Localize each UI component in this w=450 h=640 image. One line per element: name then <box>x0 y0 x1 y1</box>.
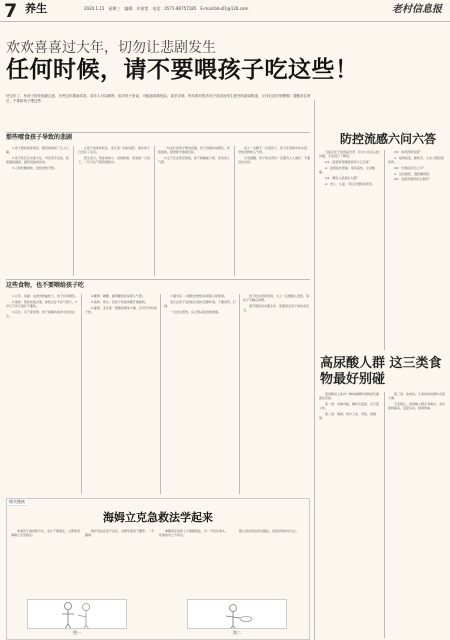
newspaper-logo: 老村信息报 <box>392 4 442 15</box>
column-rule <box>239 294 240 494</box>
section-title: 养生 <box>25 2 47 15</box>
sidebar-tag: 相关链接 <box>9 499 25 504</box>
body-column: 当前正处于流感高发季，针对公众关心的问题，专家进行了解答。 Q1：流感和普通感冒有什么区别？ A：流感症状更重，常有高热、全身酸痛。 Q2：哪些人是高危人群？ A：老人、儿童、孕妇及慢性病患者。 <box>319 150 380 186</box>
body-column: 孩子吃东西时哭闹，大人一定要耐心安抚，等孩子平静后再喂。 春节期间亲友聚会多，更要留意孩子的饮食安全。 <box>243 294 310 313</box>
body-column: 婴儿则采用拍背压胸法，直到异物排出为止。 <box>239 529 300 533</box>
figure-2 <box>187 599 287 629</box>
column-rule <box>160 294 161 494</box>
body-column: 7.爆米花：小颗粒食物容易被吸入呼吸道。 家长在孩子进食时应保持安静环境，不要逗笑、打闹。 一旦发生噎食，应立即采取急救措施。 <box>164 294 236 314</box>
figure-1 <box>27 599 127 629</box>
column-rule <box>81 294 82 494</box>
article-kicker: 欢欢喜喜过大年，切勿让悲剧发生 <box>6 40 216 56</box>
column-rule <box>234 146 235 276</box>
subheading-tragedy: 那些噎食孩子导致的悲剧 <box>6 134 73 141</box>
heimlich-infant-illustration <box>188 600 287 629</box>
page-number: 7 <box>4 0 18 22</box>
column-rule <box>384 392 385 638</box>
right-heading-flu: 防控流感六问六答 <box>340 132 437 146</box>
page-header <box>0 0 450 22</box>
page-column-rule <box>314 100 315 640</box>
right-heading-uric: 高尿酸人群 这三类食物最好别碰 <box>320 356 442 387</box>
body-column: 1.孩子吸吮果冻窒息，整段视频看了让人心痛。 2.孩子吃花生米被卡住，母亲用手去抠，结果越抠越深，最终没能救回来。 3.小孩吃糖被呛，送医抢救无效。 <box>6 146 69 171</box>
article-lead: 快过年了，有孩子的家庭最注意，有些过年期间零食，成年人可以解馋，但对孩子来说，可能意味着危险，甚至夺命。每年都有很多孩子误食而发生意外的新闻报道，父母们应时刻警惕！提醒各位家长，不要给孩子喂这些： <box>6 94 311 103</box>
subheading-foods: 这些食物，也不要喂给孩子吃 <box>6 282 85 289</box>
body-column: 第三类：浓肉汤。久煮的肉汤嘌呤含量大增。 专家建议，高尿酸人群应多喝水，多吃新鲜蔬菜，适量运动，控制体重。 <box>388 392 446 411</box>
divider <box>6 132 310 133</box>
body-column: 家人一边聊天一边逗孩子，孩子在哭闹中吃东西，导致食物呛入气管。 专家提醒，孩子吃东西时一定要有大人看护，不要边吃边玩。 <box>238 146 310 165</box>
body-column: 救护者站在孩子身后，双臂环抱孩子腰部，一手握拳。 <box>85 529 155 538</box>
heimlich-adult-illustration <box>28 600 127 629</box>
column-rule <box>73 146 74 276</box>
figure-1-caption: 图一 <box>73 630 81 635</box>
body-column: 2.孩子被果冻呛住，家长第一时间送医，途中孩子已没有了意识。 医生表示，果冻体积小、质地软滑，容易被一口吞下，一旦卡住气管很难取出。 <box>78 146 150 165</box>
article-headline: 任何时候，请不要喂孩子吃这些！ <box>6 57 359 83</box>
column-rule <box>154 146 155 276</box>
body-column: 1.元宵、汤圆：这类食物黏性大，孩子容易噎住。 2.果冻：果冻质地光滑，体积正好卡在气管口，3岁以下孩子最好不要吃。 3.花生、瓜子等坚果：孩子咀嚼功能尚未发育完全。 <box>6 294 78 319</box>
body-column: 4.糖果：硬糖、圆形糖果容易滑入气管。 5.鱼刺、骨头：给孩子吃鱼肉要仔细挑刺。 6.葡萄、圣女果：整颗吞咽易卡喉，应切开再给孩子吃。 <box>85 294 157 314</box>
sidebar-title: 海姆立克急救法学起来 <box>103 511 213 524</box>
column-rule <box>384 150 385 350</box>
body-column: 如果孩子被食物卡住，家长不要慌张，立即使用海姆立克急救法。 <box>11 529 81 538</box>
body-column: 高尿酸是人体内一种叫做嘌呤的物质代谢紊乱所致。 第一类：动物内脏。嘌呤含量高，应尽量少吃。 第二类：海鲜。如沙丁鱼、带鱼、蛤蜊等。 <box>319 392 380 421</box>
sidebar-box <box>6 498 310 640</box>
body-column: Q3：如何预防流感？ A：接种疫苗，勤洗手，少去人群密集场所。 Q4：出现症状怎么办？ A：及时就医，遵医嘱用药。 Q5：流感需要用抗生素吗？ <box>388 150 445 182</box>
header-info: 2020.1.15 星期三 编辑：许家常 电话：0571-86757185 E-mail:bhu01@126.com <box>84 6 249 11</box>
figure-2-caption: 图二 <box>233 630 241 635</box>
body-column: 一位家长给孩子喂食汤圆，孩子吞咽时被噎住，呼吸困难，经抢救才脱离危险。 3.瓜子花生等坚果类，孩子咀嚼能力弱，容易误入气管。 <box>158 146 230 165</box>
divider <box>6 279 310 280</box>
body-column: 拳眼顶住肚脐上方两横指处，另一手包住拳头，快速向内上方冲击。 <box>159 529 229 538</box>
